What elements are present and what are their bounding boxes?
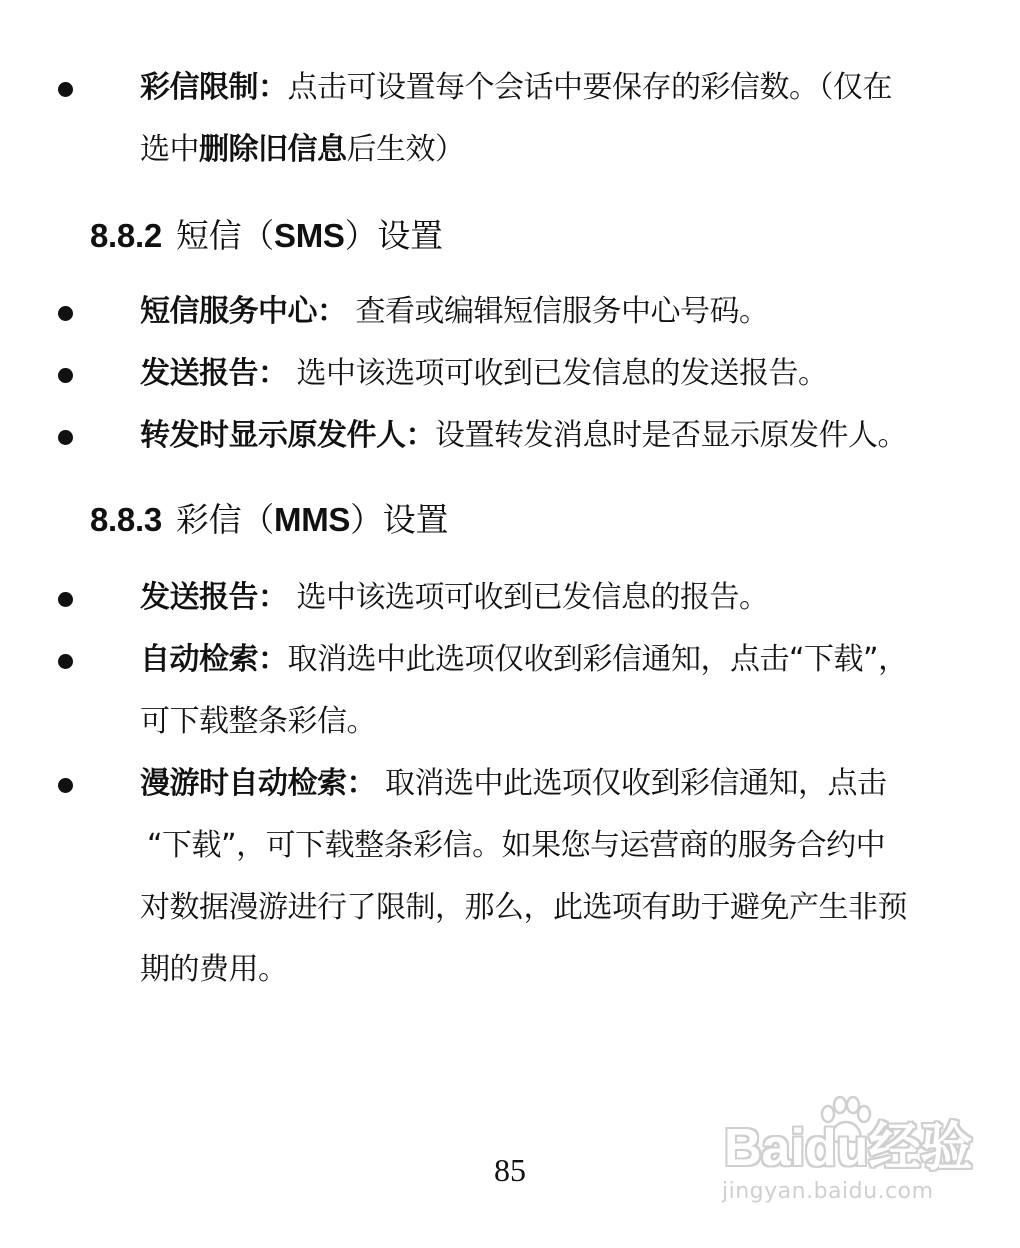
item-text: 对数据漫游进行了限制，那么，此选项有助于避免产生非预 — [140, 890, 907, 925]
list-item-line — [140, 354, 828, 394]
list-item-line — [140, 888, 907, 928]
bullet-icon — [58, 82, 73, 97]
item-label: 漫游时自动检索： — [140, 766, 376, 801]
item-text: 查看或编辑短信服务中心号码。 — [346, 294, 769, 329]
section-title-part: 短信（ — [175, 216, 275, 255]
list-item-line — [140, 68, 892, 108]
item-text: 设置转发消息时是否显示原发件人。 — [435, 418, 907, 453]
list-item-line — [140, 702, 376, 742]
baidu-jingyan-watermark — [716, 1096, 976, 1211]
section-title-latin: SMS — [274, 217, 345, 254]
section-heading-sms — [90, 214, 443, 258]
list-item-line — [140, 578, 769, 618]
item-label: 短信服务中心： — [140, 294, 347, 329]
section-title-part: 彩信（ — [175, 500, 275, 539]
list-item-line — [140, 950, 288, 990]
section-title-latin: MMS — [274, 501, 351, 538]
bullet-icon — [58, 592, 73, 607]
item-text: 选中 — [140, 132, 199, 167]
item-text: 后生效） — [346, 132, 465, 167]
list-item-line — [140, 640, 908, 680]
list-item-line — [140, 130, 465, 170]
bullet-icon — [58, 778, 73, 793]
section-title — [176, 500, 448, 539]
list-item-line — [140, 764, 887, 804]
bullet-icon — [58, 368, 73, 383]
item-text: “下载”，可下载整条彩信。如果您与运营商的服务合约中 — [147, 828, 886, 863]
item-text: 选中该选项可收到已发信息的发送报告。 — [287, 356, 828, 391]
section-title — [176, 216, 443, 255]
item-text: 取消选中此选项仅收到彩信通知，点击“下载”， — [287, 642, 908, 677]
page-number: 85 — [494, 1152, 526, 1188]
bullet-icon — [58, 654, 73, 669]
item-label: 自动检索： — [140, 642, 288, 677]
list-item-line — [140, 292, 769, 332]
bullet-icon — [58, 306, 73, 321]
list-item-line — [140, 416, 907, 456]
list-item-line — [147, 826, 885, 866]
item-text: 期的费用。 — [140, 952, 288, 987]
watermark-url: jingyan.baidu.com — [722, 1179, 934, 1204]
section-title-part: ）设置 — [344, 216, 443, 255]
watermark-logo-text: Baidu经验 — [724, 1119, 973, 1177]
item-label: 彩信限制： — [140, 70, 288, 105]
item-text: 取消选中此选项仅收到彩信通知，点击 — [376, 766, 887, 801]
bullet-icon — [58, 430, 73, 445]
item-text: 点击可设置每个会话中要保存的彩信数。（仅在 — [287, 70, 892, 105]
section-number: 8.8.2 — [90, 217, 162, 254]
item-label: 转发时显示原发件人： — [140, 418, 435, 453]
item-text: 选中该选项可收到已发信息的报告。 — [287, 580, 769, 615]
item-label: 发送报告： — [140, 580, 288, 615]
item-text: 可下载整条彩信。 — [140, 704, 376, 739]
item-label: 发送报告： — [140, 356, 288, 391]
section-title-part: ）设置 — [350, 500, 449, 539]
section-heading-mms — [90, 498, 448, 542]
section-number: 8.8.3 — [90, 501, 162, 538]
item-bold-term: 删除旧信息 — [199, 132, 347, 167]
